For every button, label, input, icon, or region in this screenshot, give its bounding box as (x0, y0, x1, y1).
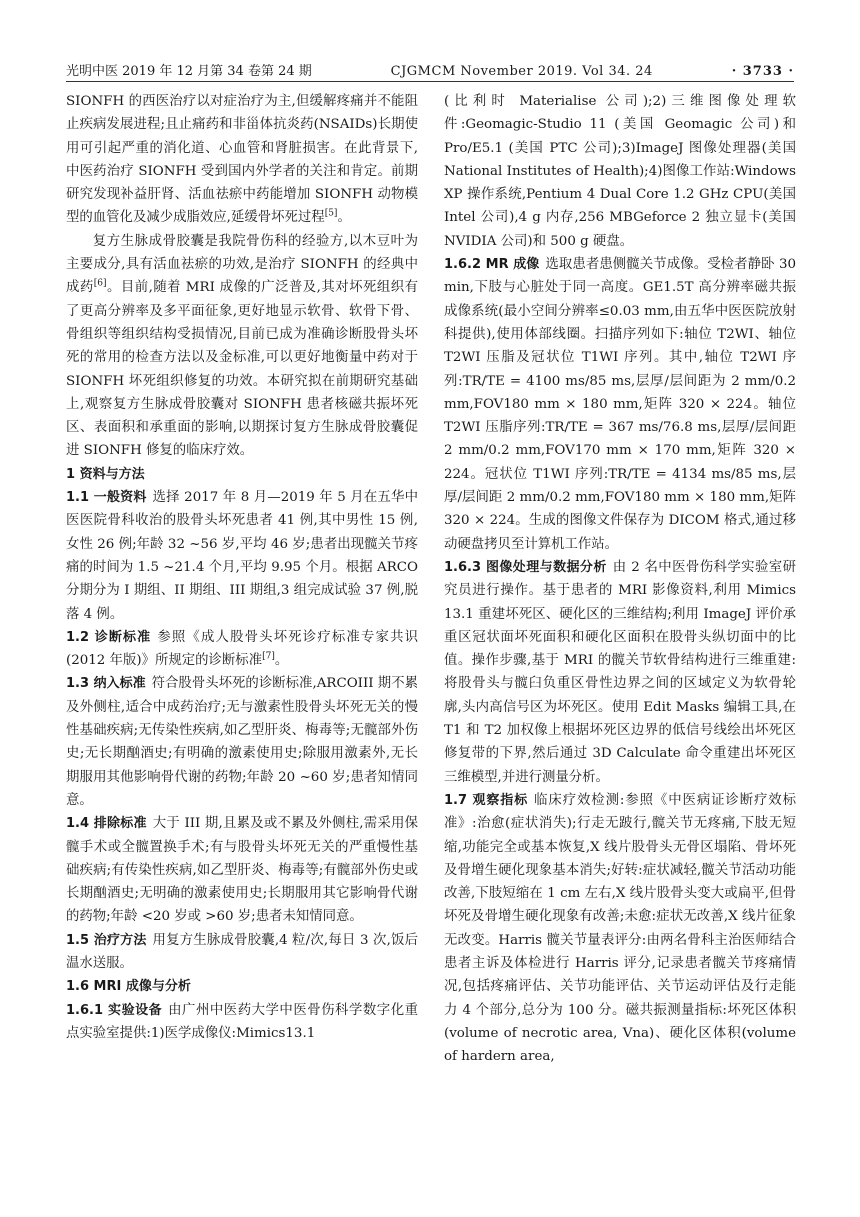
subsection-heading: 1.6.1 实验设备 (66, 1002, 163, 1018)
paragraph: 1.1 一般资料 选择 2017 年 8 月—2019 年 5 月在五华中医医院骨科收治的股骨头坏死患者 41 例,其中男性 15 例,女性 26 例;年龄 32 ~56 岁,平均 46 岁;患者出现髋关节疼痛的时间为 1.5 ~21.4 个月,平均 9.95 个月。根据 ARCO 分期分为 I 期组、II 期组、III 期组,3 组完成试验 37 例,脱落 4 例。 (66, 490, 418, 622)
subsection-heading: 1.6.3 图像处理与数据分析 (444, 559, 607, 575)
citation: [6] (93, 278, 107, 289)
subsection-heading: 1.2 诊断标准 (66, 629, 152, 645)
paragraph: 1.5 治疗方法 用复方生脉成骨胶囊,4 粒/次,每日 3 次,饭后温水送服。 (66, 932, 418, 971)
citation: [7] (262, 651, 275, 662)
paragraph: (比利时 Materialise 公司);2)三维图像处理软件:Geomagic-Studio 11 (美国 Geomagic 公司)和 Pro/E5.1 (美国 PTC 公司);3)ImageJ 图像处理器(美国 National Institutes of Health);4)图像工作站:Windows XP 操作系统,Pentium 4 Dual Core 1.2 GHz CPU(美国 Intel 公司),4 g 内存,256 MBGeforce 2 独立显卡(美国 NVIDIA 公司)和 500 g 硬盘。 (444, 94, 796, 249)
page-number: · 3733 · (731, 64, 794, 79)
paragraph: 1.6.2 MR 成像 选取患者患侧髋关节成像。受检者静卧 30 min,下肢与心脏处于同一高度。GE1.5T 高分辨率磁共振成像系统(最小空间分辨率≤0.03 mm,由五华中医医院放射科提供),使用体部线圈。扫描序列如下:轴位 T2WI、轴位 T2WI 压脂及冠状位 T1WI 序列。其中,轴位 T2WI 序列:TR/TE = 4100 ms/85 ms,层厚/层间距为 2 mm/0.2 mm,FOV180 mm × 180 mm,矩阵 320 × 224。轴位 T2WI 压脂序列:TR/TE = 367 ms/76.8 ms,层厚/层间距 2 mm/0.2 mm,FOV170 mm × 170 mm,矩阵 320 × 224。冠状位 T1WI 序列:TR/TE = 4134 ms/85 ms,层厚/层间距 2 mm/0.2 mm,FOV180 mm × 180 mm,矩阵 320 × 224。生成的图像文件保存为 DICOM 格式,通过移动硬盘拷贝至计算机工作站。 (444, 257, 797, 552)
paragraph: SIONFH 的西医治疗以对症治疗为主,但缓解疼痛并不能阻止疾病发展进程;且止痛药和非甾体抗炎药(NSAIDs)长期使用可引起严重的消化道、心血管和肾脏损害。在此背景下,中医药治疗 SIONFH 受到国内外学者的关注和肯定。前期研究发现补益肝肾、活血祛瘀中药能增加 SIONFH 动物模型的血管化及减少成脂效应,延缓骨坏死过程[5]。 (66, 94, 418, 226)
journal-title-cn: 光明中医 2019 年 12 月第 34 卷第 24 期 (66, 64, 312, 79)
paragraph: 1.4 排除标准 大于 III 期,且累及或不累及外侧柱,需采用保髋手术或全髋置换手术;有与股骨头坏死无关的严重慢性基础疾病;有传染性疾病,如乙型肝炎、梅毒等;有髋部外伤史或长期酗酒史;无明确的激素使用史;长期服用其它影响骨代谢的药物;年龄 <20 岁或 >60 岁;患者未知情同意。 (66, 816, 418, 925)
section-heading: 1 资料与方法 (66, 466, 145, 482)
paragraph: 1.7 观察指标 临床疗效检测:参照《中医病证诊断疗效标准》:治愈(症状消失);行走无跛行,髋关节无疼痛,下肢无短缩,功能完全或基本恢复,X 线片股骨头无骨区塌陷、骨坏死及骨增生硬化现象基本消失;好转:症状减轻,髋关节活动功能改善,下肢短缩在 1 cm 左右,X 线片股骨头变大或扁平,但骨坏死及骨增生硬化现象有改善;未愈:症状无改善,X 线片征象无改变。Harris 髋关节量表评分:由两名骨科主治医师结合患者主诉及体检进行 Harris 评分,记录患者髋关节疼痛情况,包括疼痛评估、关节功能评估、关节运动评估及行走能力 4 个部分,总分为 100 分。磁共振测量指标:坏死区体积(volume of necrotic area, Vna)、硬化区体积(volume of hardern area, (444, 792, 796, 1065)
subsection-heading: 1.4 排除标准 (66, 816, 147, 832)
paragraph: 复方生脉成骨胶囊是我院骨伤科的经验方,以木豆叶为主要成分,具有活血祛瘀的功效,是治疗 SIONFH 的经典中成药[6]。目前,随着 MRI 成像的广泛普及,其对坏死组织有了更高分辨率及多平面征象,更好地显示软骨、软骨下骨、骨组织等组织结构受损情况,目前已成为准确诊断股骨头坏死的常用的检查方法以及金标准,可以更好地衡量中药对于 SIONFH 坏死组织修复的功效。本研究拟在前期研究基础上,观察复方生脉成骨胶囊对 SIONFH 患者核磁共振坏死区、表面积和承重面的影响,以期探讨复方生脉成骨胶囊促进 SIONFH 修复的临床疗效。 (66, 233, 419, 459)
running-header (66, 58, 794, 82)
left-column (66, 90, 418, 1045)
subsection-heading: 1.3 纳入标准 (66, 676, 146, 692)
right-column (444, 90, 796, 1068)
subsection-heading: 1.6.2 MR 成像 (444, 257, 540, 273)
paragraph: 1.6.3 图像处理与数据分析 由 2 名中医骨伤科学实验室研究员进行操作。基于患者的 MRI 影像资料,利用 Mimics 13.1 重建坏死区、硬化区的三维结构;利用 ImageJ 评价承重区冠状面坏死面积和硬化区面积在股骨头纵切面中的比值。操作步骤,基于 MRI 的髋关节软骨结构进行三维重建:将股骨头与髋臼负重区骨性边界之间的区域定义为软骨轮廓,头内高信号区为坏死区。使用 Edit Masks 编辑工具,在 T1 和 T2 加权像上根据坏死区边界的低信号线绘出坏死区修复带的下界,然后通过 3D Calculate 命令重建出坏死区三维模型,并进行测量分析。 (444, 559, 796, 785)
subsection-heading: 1.5 治疗方法 (66, 932, 147, 948)
paragraph: 1.3 纳入标准 符合股骨头坏死的诊断标准,ARCOIII 期不累及外侧柱,适合中成药治疗;无与激素性股骨头坏死无关的慢性基础疾病;无传染性疾病,如乙型肝炎、梅毒等;无髋部外伤史;无长期酗酒史;有明确的激素使用史;除服用激素外,无长期服用其他影响骨代谢的药物;年龄 20 ~60 岁;患者知情同意。 (66, 676, 419, 808)
subsection-heading: 1.1 一般资料 (66, 490, 147, 506)
citation: [5] (324, 209, 338, 220)
section-heading: 1.6 MRI 成像与分析 (66, 979, 191, 995)
paragraph: 1.6.1 实验设备 由广州中医药大学中医骨伤科学数字化重点实验室提供:1)医学成像仪:Mimics13.1 (66, 1002, 418, 1041)
paragraph: 1.2 诊断标准 参照《成人股骨头坏死诊疗标准专家共识(2012 年版)》所规定的诊断标准[7]。 (66, 629, 419, 669)
subsection-heading: 1.7 观察指标 (444, 792, 529, 808)
journal-title-en: CJGMCM November 2019. Vol 34. 24 (390, 64, 653, 79)
